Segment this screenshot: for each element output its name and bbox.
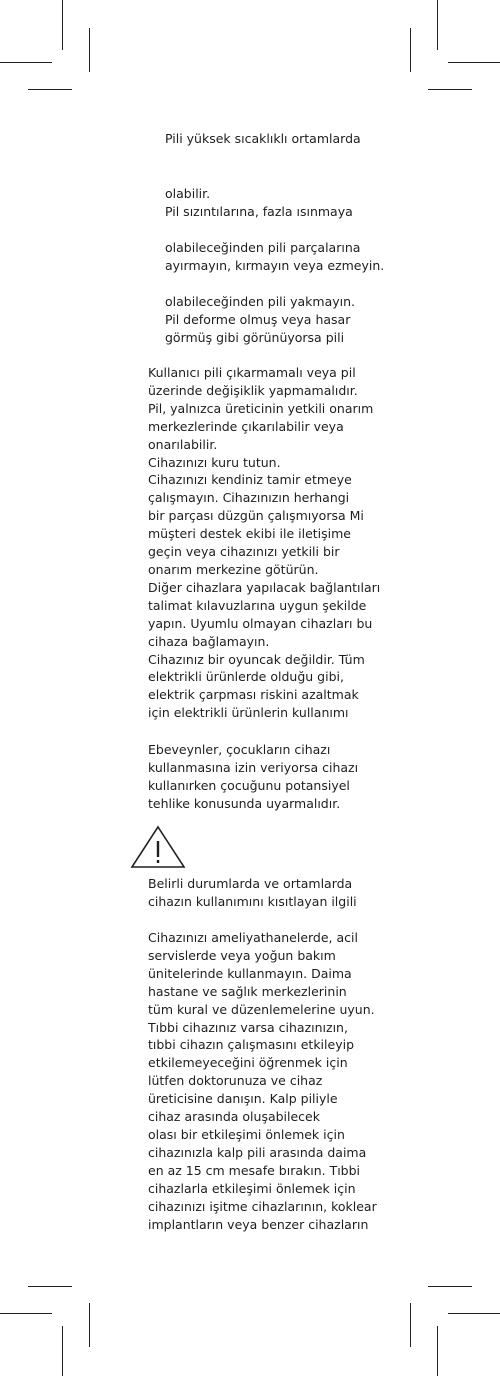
crop-mark bbox=[28, 89, 72, 90]
indented-text-group-2 bbox=[165, 186, 353, 220]
text-line: servislerde veya yoğun bakım bbox=[148, 947, 336, 963]
text-line: tüm kural ve düzenlemelerine uyun. bbox=[148, 1001, 375, 1017]
text-line: görmüş gibi görünüyorsa pili bbox=[165, 330, 345, 345]
crop-mark bbox=[62, 1326, 63, 1376]
text-line: etkilemeyeceğini öğrenmek için bbox=[148, 1055, 348, 1071]
text-line: cihazınızı işitme cihazlarının, koklear bbox=[148, 1198, 377, 1214]
text-line: Pil deforme olmuş veya hasar bbox=[165, 312, 351, 327]
crop-mark bbox=[89, 28, 90, 72]
text-line: çalışmayın. Cihazınızın herhangi bbox=[148, 490, 350, 506]
text-line: tıbbi cihazın çalışmasını etkileyip bbox=[148, 1037, 354, 1053]
crop-mark bbox=[448, 62, 500, 63]
text-line: olabilir. bbox=[165, 186, 211, 201]
text-line: Ebeveynler, çocukların cihazı bbox=[148, 742, 331, 757]
text-line: Kullanıcı pili çıkarmamalı veya pil bbox=[148, 365, 356, 380]
crop-mark bbox=[428, 89, 472, 90]
text-line: Belirli durumlarda ve ortamlarda bbox=[148, 876, 353, 891]
text-line: Pili yüksek sıcaklıklı ortamlarda bbox=[165, 131, 361, 146]
crop-mark bbox=[410, 28, 411, 72]
text-line: yapın. Uyumlu olmayan cihazları bu bbox=[148, 615, 373, 631]
text-line: müşteri destek ekibi ile iletişime bbox=[148, 526, 351, 542]
crop-mark bbox=[62, 0, 63, 50]
text-line: cihazlarla etkileşimi önlemek için bbox=[148, 1180, 356, 1196]
text-line: lütfen doktorunuza ve cihaz bbox=[148, 1073, 323, 1089]
text-line: ünitelerinde kullanmayın. Daima bbox=[148, 965, 352, 981]
crop-mark bbox=[0, 62, 52, 63]
text-line: kullanırken çocuğunu potansiyel bbox=[148, 777, 350, 793]
text-line: Cihazınızı kendiniz tamir etmeye bbox=[148, 472, 352, 488]
text-line: Cihazınız bir oyuncak değildir. Tüm bbox=[148, 651, 365, 667]
text-line: cihazınızla kalp pili arasında daima bbox=[148, 1144, 367, 1160]
text-line: merkezlerinde çıkarılabilir veya bbox=[148, 418, 344, 434]
text-line: hastane ve sağlık merkezlerinin bbox=[148, 983, 347, 999]
text-line: olabileceğinden pili yakmayın. bbox=[165, 294, 355, 309]
text-line: cihazın kullanımını kısıtlayan ilgili bbox=[148, 893, 357, 909]
indented-text-group-3 bbox=[165, 240, 384, 274]
text-line: kullanmasına izin veriyorsa cihazı bbox=[148, 759, 359, 775]
text-line: implantların veya benzer cihazların bbox=[148, 1216, 369, 1232]
warning-triangle-icon bbox=[130, 825, 186, 869]
text-line: en az 15 cm mesafe bırakın. Tıbbi bbox=[148, 1162, 361, 1178]
crop-mark bbox=[89, 1303, 90, 1347]
text-line: Diğer cihazlara yapılacak bağlantıları bbox=[148, 579, 381, 595]
text-line: onarılabilir. bbox=[148, 436, 218, 452]
text-line: elektrikli ürünlerde olduğu gibi, bbox=[148, 669, 344, 685]
text-line: Cihazınızı ameliyathanelerde, acil bbox=[148, 930, 358, 945]
paragraph-block-1 bbox=[148, 364, 381, 722]
indented-text-group-4 bbox=[165, 294, 355, 346]
text-line: elektrik çarpması riskini azaltmak bbox=[148, 687, 359, 703]
text-line: olabileceğinden pili parçalarına bbox=[165, 240, 361, 255]
text-line: Cihazınızı kuru tutun. bbox=[148, 454, 281, 470]
indented-text-group-1 bbox=[165, 131, 361, 147]
paragraph-block-2 bbox=[148, 741, 368, 813]
text-line: olası bir etkileşimi önlemek için bbox=[148, 1126, 345, 1142]
text-line: Pil, yalnızca üreticinin yetkili onarım bbox=[148, 400, 374, 416]
text-line: ayırmayın, kırmayın veya ezmeyin. bbox=[165, 258, 385, 273]
text-line: Pil sızıntılarına, fazla ısınmaya bbox=[165, 204, 353, 219]
text-line: bir parçası düzgün çalışmıyorsa Mi bbox=[148, 508, 364, 524]
crop-mark bbox=[437, 0, 438, 50]
paragraph-block-4 bbox=[148, 929, 377, 1233]
text-line: cihaza bağlamayın. bbox=[148, 633, 270, 649]
text-line: için elektrikli ürünlerin kullanımı bbox=[148, 705, 349, 721]
crop-mark bbox=[428, 1286, 472, 1287]
crop-mark bbox=[410, 1303, 411, 1347]
crop-mark bbox=[0, 1313, 52, 1314]
text-line: tehlike konusunda uyarmalıdır. bbox=[148, 795, 341, 811]
text-line: geçin veya cihazınızı yetkili bir bbox=[148, 544, 340, 560]
paragraph-block-3 bbox=[148, 875, 368, 911]
warning-triangle-icon bbox=[130, 825, 186, 869]
text-line: üzerinde değişiklik yapmamalıdır. bbox=[148, 382, 358, 398]
text-line: cihaz arasında oluşabilecek bbox=[148, 1109, 320, 1125]
text-line: onarım merkezine götürün. bbox=[148, 561, 319, 577]
text-line: talimat kılavuzlarına uygun şekilde bbox=[148, 597, 367, 613]
crop-mark bbox=[448, 1313, 500, 1314]
crop-mark bbox=[437, 1326, 438, 1376]
crop-mark bbox=[28, 1286, 72, 1287]
text-line: üreticisine danışın. Kalp piliyle bbox=[148, 1091, 338, 1107]
text-line: Tıbbi cihazınız varsa cihazınızın, bbox=[148, 1019, 348, 1035]
